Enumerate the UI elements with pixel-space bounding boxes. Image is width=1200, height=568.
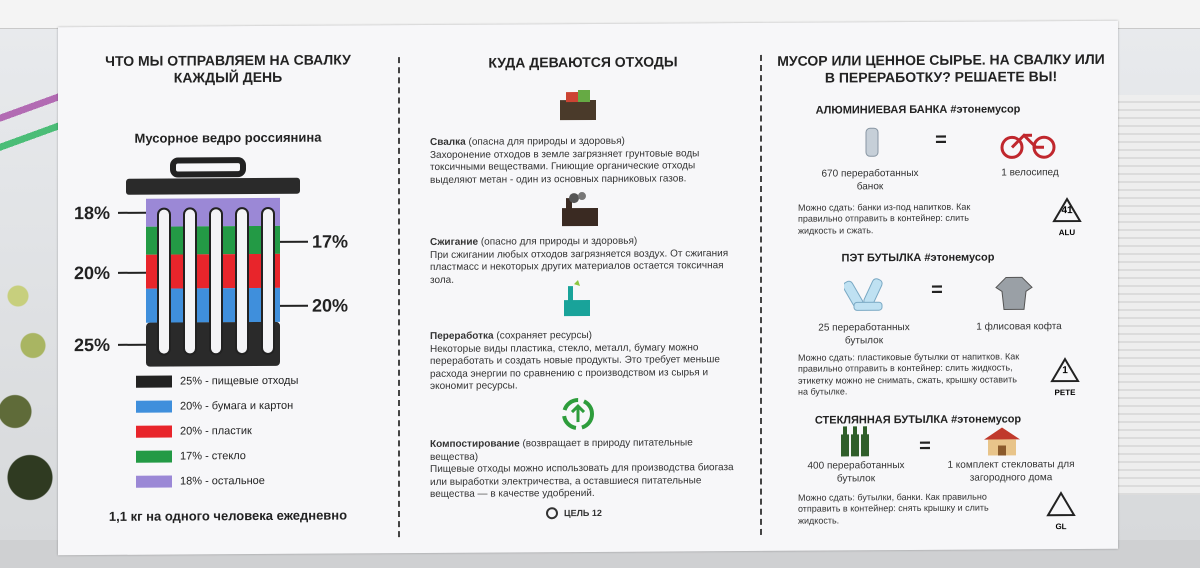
legend-item [136, 399, 293, 414]
house-icon [982, 425, 1022, 457]
recycling-plant-icon [560, 280, 594, 318]
section-head: Компостирование [430, 438, 520, 450]
column-divider-2 [760, 55, 762, 535]
logo [544, 506, 602, 520]
recycle-code-label: PETE [1054, 388, 1076, 398]
recycle-code-alu [1050, 197, 1084, 237]
column-divider-1 [398, 57, 400, 537]
pct-other: 18% [74, 202, 111, 224]
col1-footer: 1,1 кг на одного человека ежедневно [108, 507, 348, 524]
legend-item [136, 449, 246, 464]
legend-swatch [136, 376, 172, 388]
item-heading: АЛЮМИНИЕВАЯ БАНКА #этонемусор [815, 103, 1021, 117]
item-left-text: 670 переработанных банок [821, 167, 919, 192]
recycle-code: 41 [1061, 205, 1073, 217]
equals-sign: = [931, 278, 943, 301]
item-right-text: 1 велосипед [1001, 167, 1059, 179]
legend-swatch [136, 451, 172, 463]
col1-subtitle: Мусорное ведро россиянина [134, 129, 322, 146]
item-right-text: 1 комплект стекловаты для загородного дома [947, 459, 1075, 484]
window-shutter [1108, 95, 1200, 495]
legend-label: 20% - пластик [180, 425, 252, 438]
legend-label: 17% - стекло [180, 450, 246, 463]
recycle-code-gl [1044, 491, 1078, 531]
legend-label: 18% - остальное [180, 474, 265, 488]
section-landfill [430, 135, 740, 187]
section-head: Свалка [430, 136, 466, 148]
section-composting [430, 437, 740, 501]
legend-item [136, 374, 298, 389]
factory-icon [558, 192, 602, 228]
item-note: Можно сдать: банки из-под напитков. Как правильно отправить в контейнер: слить жидкость и сжать. [798, 201, 971, 236]
col2-title: КУДА ДЕВАЮТСЯ ОТХОДЫ [488, 53, 678, 71]
col3-title: МУСОР ИЛИ ЦЕННОЕ СЫРЬЕ. НА СВАЛКУ ИЛИ В ПЕРЕРАБОТКУ? РЕШАЕТЕ ВЫ! [777, 50, 1105, 86]
can-icon [862, 126, 882, 158]
ribbon-decoration [0, 60, 60, 220]
section-body: Пищевые отходы можно использовать для производства биогаза или выработки электричества, а оставшиеся питательные вещества — в качестве удобрений. [430, 462, 734, 500]
pet-bottles-icon [844, 274, 890, 314]
landfill-icon [558, 88, 598, 122]
legend-label: 20% - бумага и картон [180, 399, 294, 413]
section-body: Захоронение отходов в земле загрязняет грунтовые воды токсичными веществами. Гниющие органические отходы выделяют метан - один из основных парниковых газов. [430, 147, 700, 186]
logo-icon [544, 506, 560, 520]
section-recycling [430, 329, 740, 393]
col1-title: ЧТО МЫ ОТПРАВЛЯЕМ НА СВАЛКУ КАЖДЫЙ ДЕНЬ [105, 51, 351, 86]
info-banner [58, 21, 1118, 555]
trash-bin-illustration [118, 154, 308, 375]
recycle-code-pete [1048, 357, 1082, 397]
section-head: Переработка [430, 330, 494, 342]
item-heading: ПЭТ БУТЫЛКА #этонемусор [841, 251, 995, 265]
pct-food: 25% [74, 334, 111, 356]
section-note: (опасна для природы и здоровья) [468, 135, 625, 148]
plant [0, 230, 60, 560]
compost-icon [560, 396, 596, 432]
section-note: (опасно для природы и здоровья) [480, 235, 638, 248]
equals-sign: = [935, 128, 947, 151]
pct-paper: 20% [312, 295, 349, 316]
item-heading: СТЕКЛЯННАЯ БУТЫЛКА #этонемусор [814, 413, 1022, 427]
recycle-code: 1 [1062, 365, 1068, 377]
legend-item [136, 424, 252, 439]
section-head: Сжигание [430, 236, 479, 248]
legend-label: 25% - пищевые отходы [180, 374, 299, 388]
item-left-text: 400 переработанных бутылок [807, 460, 905, 484]
item-note: Можно сдать: пластиковые бутылки от напитков. Как правильно отправить в контейнер: слить жидкость, этикетку можно не снимать, сжать, крышку оставить на бутылке. [798, 351, 1020, 397]
recycle-triangle-icon [1046, 491, 1076, 517]
hoodie-icon [994, 273, 1034, 313]
recycle-code-label: ALU [1058, 228, 1076, 238]
legend-swatch [136, 476, 172, 488]
glass-bottles-icon [838, 424, 872, 458]
legend-swatch [136, 401, 172, 413]
bicycle-icon [1000, 127, 1056, 159]
section-body: При сжигании любых отходов загрязняется воздух. От сжигания пластмасс и некоторых других материалов остается токсичная зола. [430, 247, 729, 286]
legend-swatch [136, 426, 172, 438]
item-left-text: 25 переработанных бутылок [818, 322, 910, 346]
legend-item [136, 474, 265, 489]
logo-text: ЦЕЛЬ 12 [564, 507, 602, 519]
pct-plastic: 20% [74, 262, 111, 284]
section-body: Некоторые виды пластика, стекло, металл, бумагу можно переработать и создать новые продукты. Это требует меньше расхода энергии по сравнению с производством из сырья и экономит ресурсы. [430, 341, 720, 392]
pct-glass: 17% [312, 231, 349, 252]
item-note: Можно сдать: бутылки, банки. Как правильно отправить в контейнер: снять крышку и слить жидкость. [798, 491, 989, 526]
item-right-text: 1 флисовая кофта [976, 321, 1062, 333]
equals-sign: = [919, 434, 931, 457]
recycle-code-label: GL [1055, 522, 1067, 532]
section-note: (сохраняет ресурсы) [496, 329, 593, 342]
section-note: (возвращает в природу питательные вещества) [430, 437, 693, 463]
